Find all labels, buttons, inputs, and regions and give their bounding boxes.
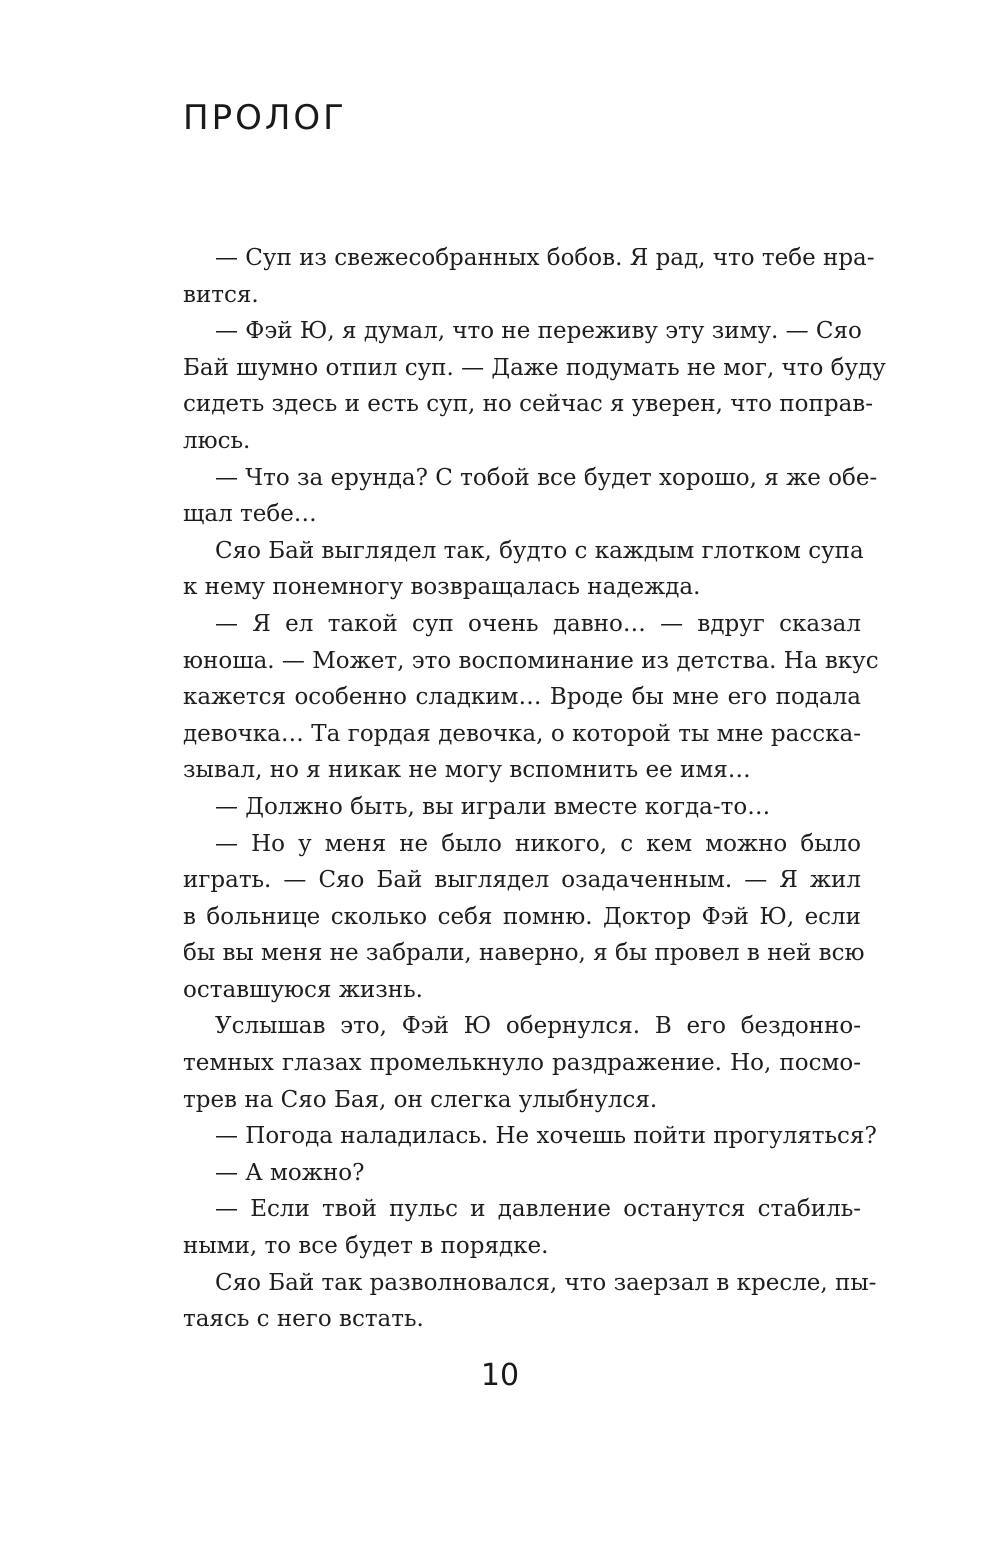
text-line: ными, то все будет в порядке. (183, 1233, 549, 1260)
text-line: — Но у меня не было никого, с кем можно было (215, 830, 861, 857)
text-line: — Суп из свежесобранных бобов. Я рад, что тебе нра- (215, 245, 875, 271)
text-line: Сяо Бай выглядел так, будто с каждым глотком супа (215, 537, 864, 564)
text-line: — Я ел такой суп очень давно… — вдруг сказал (215, 610, 861, 637)
text-line: люсь. (183, 427, 251, 454)
text-line: оставшуюся жизнь. (183, 976, 423, 1003)
text-line: Бай шумно отпил суп. — Даже подумать не мог, что буду (183, 354, 886, 381)
text-line: Сяо Бай так разволновался, что заерзал в кресле, пы- (215, 1269, 877, 1296)
text-line: девочка… Та гордая девочка, о которой ты мне расска- (183, 720, 861, 747)
text-line: — Если твой пульс и давление останутся стабиль- (215, 1196, 861, 1223)
text-line: темных глазах промелькнуло раздражение. Но, посмо- (183, 1050, 861, 1077)
text-line: таясь с него встать. (183, 1306, 424, 1333)
text-line: вится. (183, 281, 259, 308)
text-line: кажется особенно сладким… Вроде бы мне его подала (183, 684, 861, 711)
text-line: зывал, но я никак не могу вспомнить ее имя… (183, 757, 751, 784)
text-line: в больнице сколько себя помню. Доктор Фэй Ю, если (183, 903, 861, 930)
text-line: — Должно быть, вы играли вместе когда-то… (215, 793, 771, 820)
text-line: играть. — Сяо Бай выглядел озадаченным. — Я жил (183, 867, 861, 894)
text-line: — Погода наладилась. Не хочешь пойти прогуляться? (215, 1123, 877, 1150)
text-line: бы вы меня не забрали, наверно, я бы провел в ней всю (183, 940, 865, 967)
text-line: — Что за ерунда? С тобой все будет хорошо, я же обе- (215, 464, 878, 491)
text-line: к нему понемногу возвращалась надежда. (183, 574, 701, 601)
text-line: — А можно? (215, 1159, 365, 1186)
body-text (183, 240, 886, 1338)
text-line: юноша. — Может, это воспоминание из детства. На вкус (183, 647, 879, 674)
text-line: трев на Сяо Бая, он слегка улыбнулся. (183, 1086, 658, 1113)
text-line: сидеть здесь и есть суп, но сейчас я уверен, что поправ- (183, 391, 873, 418)
text-line: Услышав это, Фэй Ю обернулся. В его бездонно- (215, 1013, 861, 1040)
page-number: 10 (480, 1358, 520, 1393)
running-header: ПРОЛОГ (183, 98, 347, 138)
text-line: — Фэй Ю, я думал, что не переживу эту зиму. — Сяо (215, 318, 862, 345)
text-line: щал тебе… (183, 501, 317, 528)
